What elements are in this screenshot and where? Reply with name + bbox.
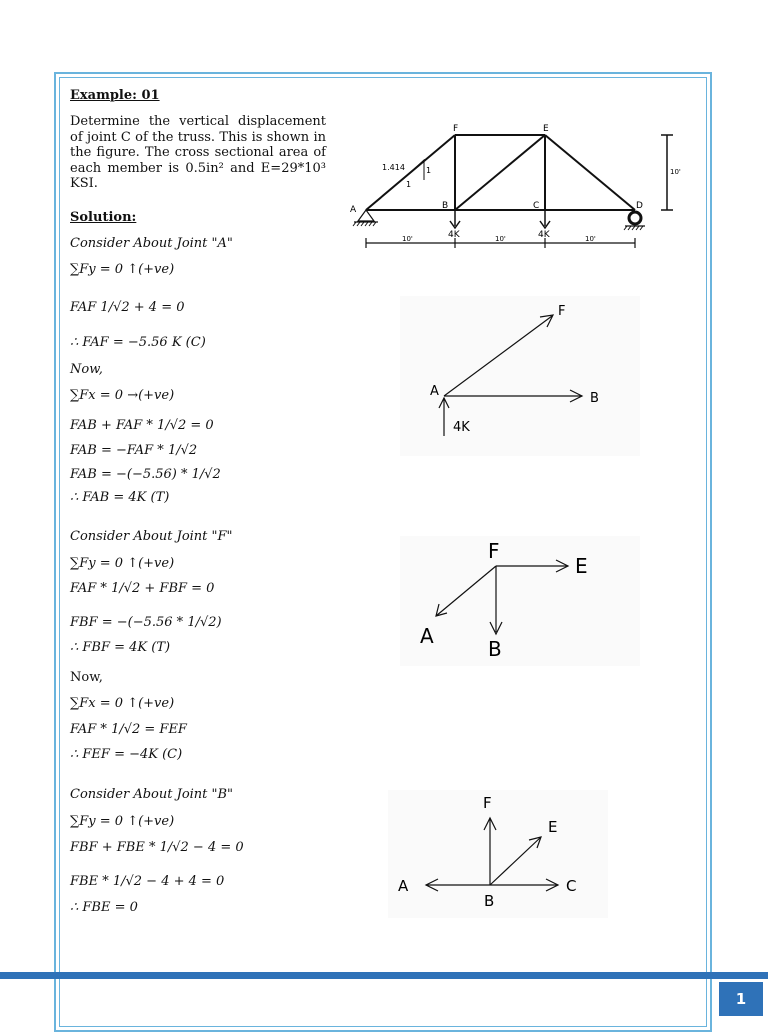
joint-b-eq-4: ∴ FBE = 0: [70, 900, 138, 915]
page-number: 1: [719, 982, 763, 1016]
fbd-joint-b: [388, 790, 608, 918]
joint-label-f: F: [453, 124, 459, 134]
fbd-f-label-f: F: [488, 539, 500, 563]
load-label-b: 4K: [448, 230, 460, 240]
joint-label-a: A: [350, 205, 357, 215]
slope-triangle: [402, 160, 424, 180]
slope-rise: 1: [426, 166, 432, 175]
joint-f-eq-7: ∴ FEF = −4K (C): [70, 747, 183, 762]
joint-a-now: Now,: [70, 362, 103, 377]
joint-a-eq-2: FAF 1/√2 + 4 = 0: [70, 300, 185, 315]
joint-f-eq-5: ∑Fx = 0 ↑(+ve): [70, 696, 175, 711]
span-label-1: 10': [402, 235, 413, 243]
fbd-b-label-f: F: [483, 794, 492, 812]
fbd-joint-a: [400, 296, 640, 456]
joint-b-eq-1: ∑Fy = 0 ↑(+ve): [70, 814, 175, 829]
slope-label: 1.414: [382, 163, 405, 172]
fbd-a-label-a: A: [430, 384, 439, 399]
joint-f-eq-2: FAF * 1/√2 + FBF = 0: [70, 581, 215, 596]
joint-f-eq-3: FBF = −(−5.56 * 1/√2): [70, 615, 222, 630]
problem-statement: Determine the vertical displacement of joint C of the truss. This is shown in the figure. The cross sectional area of each member is 0.5in² and E=29*10³ KSI.: [70, 114, 326, 191]
fbd-b-label-a: A: [398, 877, 409, 895]
joint-a-eq-3: ∴ FAF = −5.56 K (C): [70, 335, 206, 350]
height-label: 10': [670, 168, 681, 176]
fbd-a-label-b: B: [590, 391, 599, 406]
fbd-joint-f: [400, 536, 640, 666]
fbd-b-label-b: B: [484, 892, 495, 910]
joint-label-e: E: [543, 124, 549, 134]
joint-a-eq-4: ∑Fx = 0 →(+ve): [70, 388, 175, 403]
footer-bar: [0, 972, 768, 979]
joint-f-title: Consider About Joint "F": [70, 529, 233, 544]
roller-support: [624, 212, 645, 230]
fbd-b-label-c: C: [566, 877, 577, 895]
fbd-a-label-4k: 4K: [453, 420, 470, 435]
pin-support: [353, 210, 378, 226]
fbd-f-label-a: A: [420, 624, 434, 648]
slope-run: 1: [406, 180, 412, 189]
fbd-f-label-b: B: [488, 637, 502, 661]
fbd-f-background: [400, 536, 640, 666]
joint-a-eq-5: FAB + FAF * 1/√2 = 0: [70, 418, 214, 433]
joint-b-eq-3: FBE * 1/√2 − 4 + 4 = 0: [70, 874, 225, 889]
joint-f-eq-6: FAF * 1/√2 = FEF: [70, 722, 187, 737]
fbd-f-label-e: E: [575, 554, 588, 578]
truss-diagram: [340, 118, 700, 258]
joint-f-eq-4: ∴ FBF = 4K (T): [70, 640, 171, 655]
example-heading: Example: 01: [70, 88, 160, 103]
joint-a-title: Consider About Joint "A": [70, 236, 233, 251]
joint-label-c: C: [533, 201, 540, 211]
joint-f-eq-1: ∑Fy = 0 ↑(+ve): [70, 556, 175, 571]
joint-a-eq-8: ∴ FAB = 4K (T): [70, 490, 170, 505]
joint-b-title: Consider About Joint "B": [70, 787, 234, 802]
joint-label-b: B: [442, 201, 449, 211]
joint-f-now: Now,: [70, 670, 103, 685]
fbd-b-background: [388, 790, 608, 918]
joint-a-eq-6: FAB = −FAF * 1/√2: [70, 443, 198, 458]
fbd-a-label-f: F: [558, 304, 566, 319]
joint-label-d: D: [636, 201, 643, 211]
fbd-a-background: [400, 296, 640, 456]
joint-a-eq-1: ∑Fy = 0 ↑(+ve): [70, 262, 175, 277]
truss-members: [366, 135, 635, 210]
fbd-b-label-e: E: [548, 818, 558, 836]
solution-heading: Solution:: [70, 210, 137, 225]
joint-a-eq-7: FAB = −(−5.56) * 1/√2: [70, 467, 221, 482]
load-label-c: 4K: [538, 230, 550, 240]
span-label-2: 10': [495, 235, 506, 243]
joint-b-eq-2: FBF + FBE * 1/√2 − 4 = 0: [70, 840, 244, 855]
span-label-3: 10': [585, 235, 596, 243]
